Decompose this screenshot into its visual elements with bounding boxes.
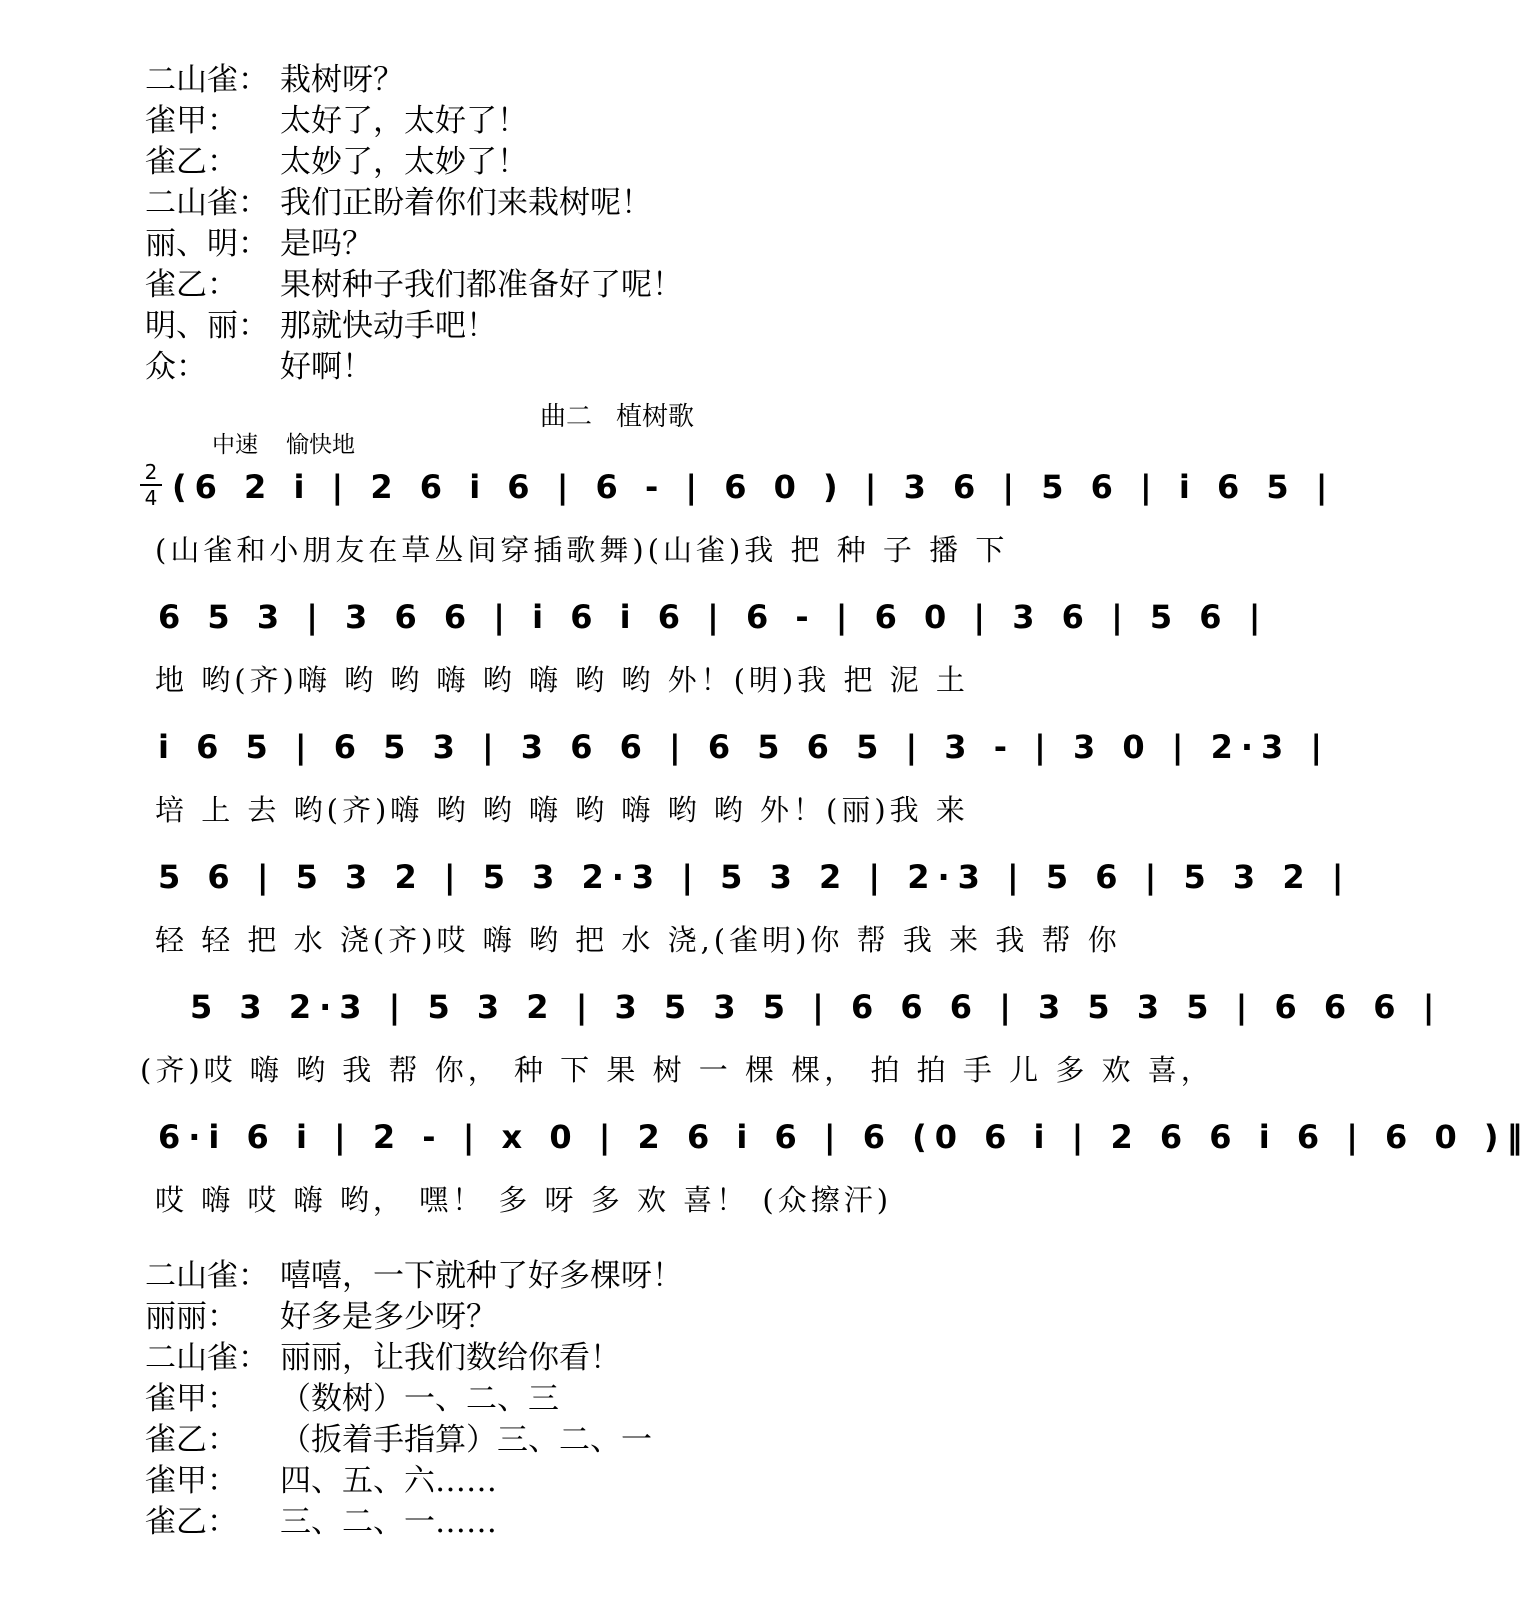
speech: 好多是多少呀？ bbox=[280, 1299, 497, 1335]
dialogue-bottom bbox=[145, 1256, 683, 1543]
speech: 是吗？ bbox=[280, 226, 373, 262]
score-row bbox=[140, 1108, 1530, 1238]
speaker: 雀甲： bbox=[145, 1463, 238, 1499]
tempo: 中速 bbox=[212, 432, 258, 458]
speech: 栽树呀？ bbox=[280, 62, 404, 98]
score-row bbox=[140, 458, 1336, 588]
tempo-marking bbox=[212, 426, 355, 459]
notes: 5 3 2·3 | 5 3 2 | 3 5 3 5 | 6 6 6 | 3 5 3 5 | 6 6 6 | bbox=[190, 988, 1443, 1026]
dialogue-line bbox=[145, 1420, 683, 1461]
speaker: 丽、明： bbox=[145, 226, 269, 262]
speech: 太好了，太好了！ bbox=[280, 103, 528, 139]
speaker: 丽丽： bbox=[145, 1299, 238, 1335]
lyrics: 地 哟(齐)嗨 哟 哟 嗨 哟 嗨 哟 哟 外！(明)我 把 泥 土 bbox=[155, 663, 969, 697]
speaker: 雀乙： bbox=[145, 1504, 238, 1540]
speech: 丽丽，让我们数给你看！ bbox=[280, 1340, 621, 1376]
dialogue-line bbox=[145, 347, 683, 388]
speech: 三、二、一…… bbox=[280, 1504, 497, 1540]
speaker: 雀乙： bbox=[145, 267, 238, 303]
speaker: 二山雀： bbox=[145, 62, 269, 98]
mood: 愉快地 bbox=[286, 432, 355, 458]
speech: 那就快动手吧！ bbox=[280, 308, 497, 344]
dialogue-line bbox=[145, 60, 683, 101]
speech: 我们正盼着你们来栽树呢！ bbox=[280, 185, 652, 221]
speaker: 雀甲： bbox=[145, 1381, 238, 1417]
speaker: 雀甲： bbox=[145, 103, 238, 139]
lyrics: (山雀和小朋友在草丛间穿插歌舞)(山雀)我 把 种 子 播 下 bbox=[155, 533, 1009, 567]
notes: i 6 5 | 6 5 3 | 3 6 6 | 6 5 6 5 | 3 - | 3 0 | 2·3 | bbox=[158, 728, 1331, 766]
lyrics: 哎 嗨 哎 嗨 哟， 嘿！ 多 呀 多 欢 喜！ (众擦汗) bbox=[155, 1183, 893, 1217]
speaker: 雀乙： bbox=[145, 144, 238, 180]
speech: 果树种子我们都准备好了呢！ bbox=[280, 267, 683, 303]
speaker: 二山雀： bbox=[145, 1340, 269, 1376]
dialogue-line bbox=[145, 265, 683, 306]
speech: 嘻嘻，一下就种了好多棵呀！ bbox=[280, 1258, 683, 1294]
notes: 6 5 3 | 3 6 6 | i 6 i 6 | 6 - | 6 0 | 3 6 | 5 6 | bbox=[158, 598, 1269, 636]
score-row bbox=[140, 718, 1331, 848]
dialogue-top bbox=[145, 60, 683, 388]
lyrics: (齐)哎 嗨 哟 我 帮 你， 种 下 果 树 一 棵 棵， 拍 拍 手 儿 多 欢 喜， bbox=[140, 1053, 1214, 1087]
notes: 6·i 6 i | 2 - | x 0 | 2 6 i 6 | 6 (0 6 i | 2 6 6 i 6 | 6 0 )‖ bbox=[158, 1118, 1530, 1156]
speech: 四、五、六…… bbox=[280, 1463, 497, 1499]
dialogue-line bbox=[145, 183, 683, 224]
time-signature-top: 2 bbox=[144, 460, 158, 484]
speaker: 明、丽： bbox=[145, 308, 269, 344]
song-title bbox=[540, 396, 694, 433]
dialogue-line bbox=[145, 1502, 683, 1543]
speaker: 雀乙： bbox=[145, 1422, 238, 1458]
dialogue-line bbox=[145, 224, 683, 265]
notes: 5 6 | 5 3 2 | 5 3 2·3 | 5 3 2 | 2·3 | 5 6 | 5 3 2 | bbox=[158, 858, 1352, 896]
dialogue-line bbox=[145, 142, 683, 183]
time-signature bbox=[140, 462, 162, 508]
speaker: 众： bbox=[145, 349, 207, 385]
song-name: 植树歌 bbox=[616, 402, 695, 432]
speech: 太妙了，太妙了！ bbox=[280, 144, 528, 180]
score-row bbox=[140, 848, 1352, 978]
speech: （数树）一、二、三 bbox=[280, 1381, 559, 1417]
dialogue-line bbox=[145, 1461, 683, 1502]
dialogue-line bbox=[145, 306, 683, 347]
notes: (6 2 i | 2 6 i 6 | 6 - | 6 0 ) | 3 6 | 5 6 | i 6 5 | bbox=[172, 468, 1336, 506]
speech: （扳着手指算）三、二、一 bbox=[280, 1422, 652, 1458]
jianpu-score bbox=[140, 458, 1530, 1238]
lyrics: 培 上 去 哟(齐)嗨 哟 哟 嗨 哟 嗨 哟 哟 外！(丽)我 来 bbox=[155, 793, 969, 827]
score-row bbox=[140, 588, 1269, 718]
dialogue-line bbox=[145, 101, 683, 142]
dialogue-line bbox=[145, 1256, 683, 1297]
speech: 好啊！ bbox=[280, 349, 373, 385]
song-number: 曲二 bbox=[540, 402, 593, 432]
score-row bbox=[140, 978, 1443, 1108]
dialogue-line bbox=[145, 1379, 683, 1420]
dialogue-line bbox=[145, 1297, 683, 1338]
speaker: 二山雀： bbox=[145, 185, 269, 221]
lyrics: 轻 轻 把 水 浇(齐)哎 嗨 哟 把 水 浇,(雀明)你 帮 我 来 我 帮 你 bbox=[155, 923, 1121, 957]
time-signature-bottom: 4 bbox=[144, 486, 158, 510]
dialogue-line bbox=[145, 1338, 683, 1379]
speaker: 二山雀： bbox=[145, 1258, 269, 1294]
